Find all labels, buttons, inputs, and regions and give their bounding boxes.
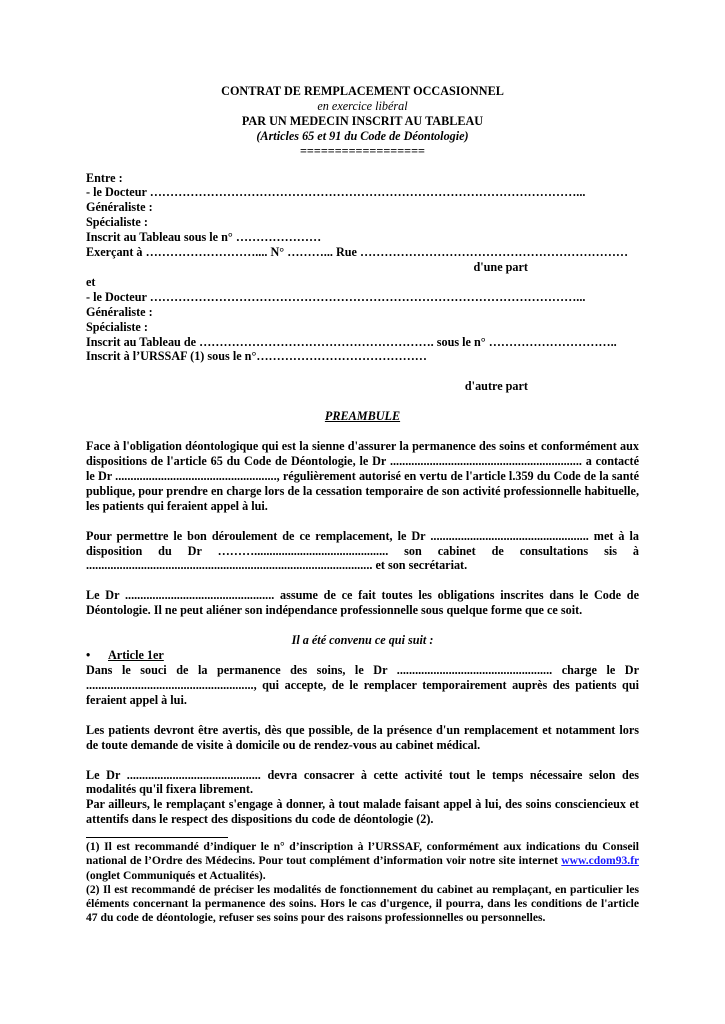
footnote-divider xyxy=(86,837,228,838)
inscrit-tableau-1-field: Inscrit au Tableau sous le n° ………………… xyxy=(86,230,322,245)
preambule-heading: PREAMBULE xyxy=(324,409,401,424)
docteur-2-field: - le Docteur ……………………………………………………………………………………………... xyxy=(86,289,586,304)
generaliste-1-label: Généraliste : xyxy=(86,200,153,215)
article-1-label: Article 1er xyxy=(108,648,164,663)
cdom93-link[interactable]: www.cdom93.fr xyxy=(561,854,639,868)
preambule-paragraph-2: Pour permettre le bon déroulement de ce remplacement, le Dr .................................................... met à la disposition du Dr ………............................................ son cabinet de consultations sis à .............................................................................................. et son secrétariat. xyxy=(86,528,639,573)
convenu-heading: Il a été convenu ce qui suit : xyxy=(291,633,434,648)
preambule-paragraph-3: Le Dr ................................................. assume de ce fait toutes les obligations inscrites dans le Code de Déontologie. Il ne peut aliéner son indépendance professionnelle sous quelque forme que ce soit. xyxy=(86,588,639,618)
preambule-paragraph-1: Face à l'obligation déontologique qui est la sienne d'assurer la permanence des soins et conformément aux dispositions de l'article 65 du Code de Déontologie, le Dr ............................................................... a contacté le Dr ....................................................., régulièrement autorisé en vertu de l'article l.359 du Code de la santé publique, pour prendre en charge lors de la cessation temporaire de son activité professionnelle habituelle, les patients qui feraient appel à lui. xyxy=(86,439,639,513)
title-line-2: en exercice libéral xyxy=(317,98,408,113)
party-1 xyxy=(86,171,639,275)
footnote-2: (2) Il est recommandé de préciser les modalités de fonctionnement du cabinet au remplaçant, en particulier les éléments concernant la permanence des soins. Hors le cas d'urgence, il pourra, dans les conditions de l'article 47 du code de déontologie, refuser ses soins pour des raisons professionnelles ou personnelles. xyxy=(86,882,639,925)
docteur-1-field: - le Docteur ……………………………………………………………………………………………... xyxy=(86,185,586,200)
document-body xyxy=(86,84,639,925)
specialiste-2-label: Spécialiste : xyxy=(86,319,148,334)
generaliste-2-label: Généraliste : xyxy=(86,304,153,319)
article-1-paragraph-1: Dans le souci de la permanence des soins, le Dr ................................................... charge le Dr ......................................................., qui accepte, de le remplacer temporairement auprès des patients qui feraient appel à lui. xyxy=(86,663,639,707)
footnote-1-tail: (onglet Communiqués et Actualités). xyxy=(86,868,266,882)
footnote-1 xyxy=(86,840,639,883)
dune-part-label: d'une part xyxy=(473,259,528,274)
article-1-paragraph-4: Par ailleurs, le remplaçant s'engage à donner, à tout malade faisant appel à lui, des soins consciencieux et attentifs dans le respect des dispositions du code de déontologie (2). xyxy=(86,797,639,827)
entre-label: Entre : xyxy=(86,170,123,185)
footnote-1-text: (1) Il est recommandé d’indiquer le n° d’inscription à l’URSSAF, conformément aux indications du Conseil national de l’Ordre des Médecins. Pour tout complément d’information voir notre site internet xyxy=(86,840,639,868)
title-line-1: CONTRAT DE REMPLACEMENT OCCASIONNEL xyxy=(221,84,504,98)
dautre-part-label: d'autre part xyxy=(464,379,528,394)
title-block xyxy=(86,84,639,159)
title-line-3: PAR UN MEDECIN INSCRIT AU TABLEAU xyxy=(241,113,484,128)
specialiste-1-label: Spécialiste : xyxy=(86,215,148,230)
exercant-field: Exerçant à ……………………….... N° ………... Rue ………………………………………………………… xyxy=(86,245,629,260)
title-separator: ================== xyxy=(299,143,425,158)
bullet-icon: • xyxy=(86,648,91,663)
footnotes xyxy=(86,840,639,925)
article-1-paragraph-2: Les patients devront être avertis, dès que possible, de la présence d'un remplacement et notamment lors de toute demande de visite à domicile ou de rendez-vous au cabinet médical. xyxy=(86,722,639,752)
article-1-paragraph-3: Le Dr ............................................ devra consacrer à cette activité tout le temps nécessaire selon des modalités qu'il fixera librement. xyxy=(86,767,639,797)
et-label: et xyxy=(86,274,96,289)
title-line-4: (Articles 65 et 91 du Code de Déontologie) xyxy=(256,128,469,143)
article-1-heading xyxy=(86,648,639,663)
party-2 xyxy=(86,275,639,394)
inscrit-urssaf-field: Inscrit à l’URSSAF (1) sous le n°…………………………………… xyxy=(86,349,427,364)
inscrit-tableau-2-field: Inscrit au Tableau de …………………………………………………. sous le n° ………………………….. xyxy=(86,334,617,349)
